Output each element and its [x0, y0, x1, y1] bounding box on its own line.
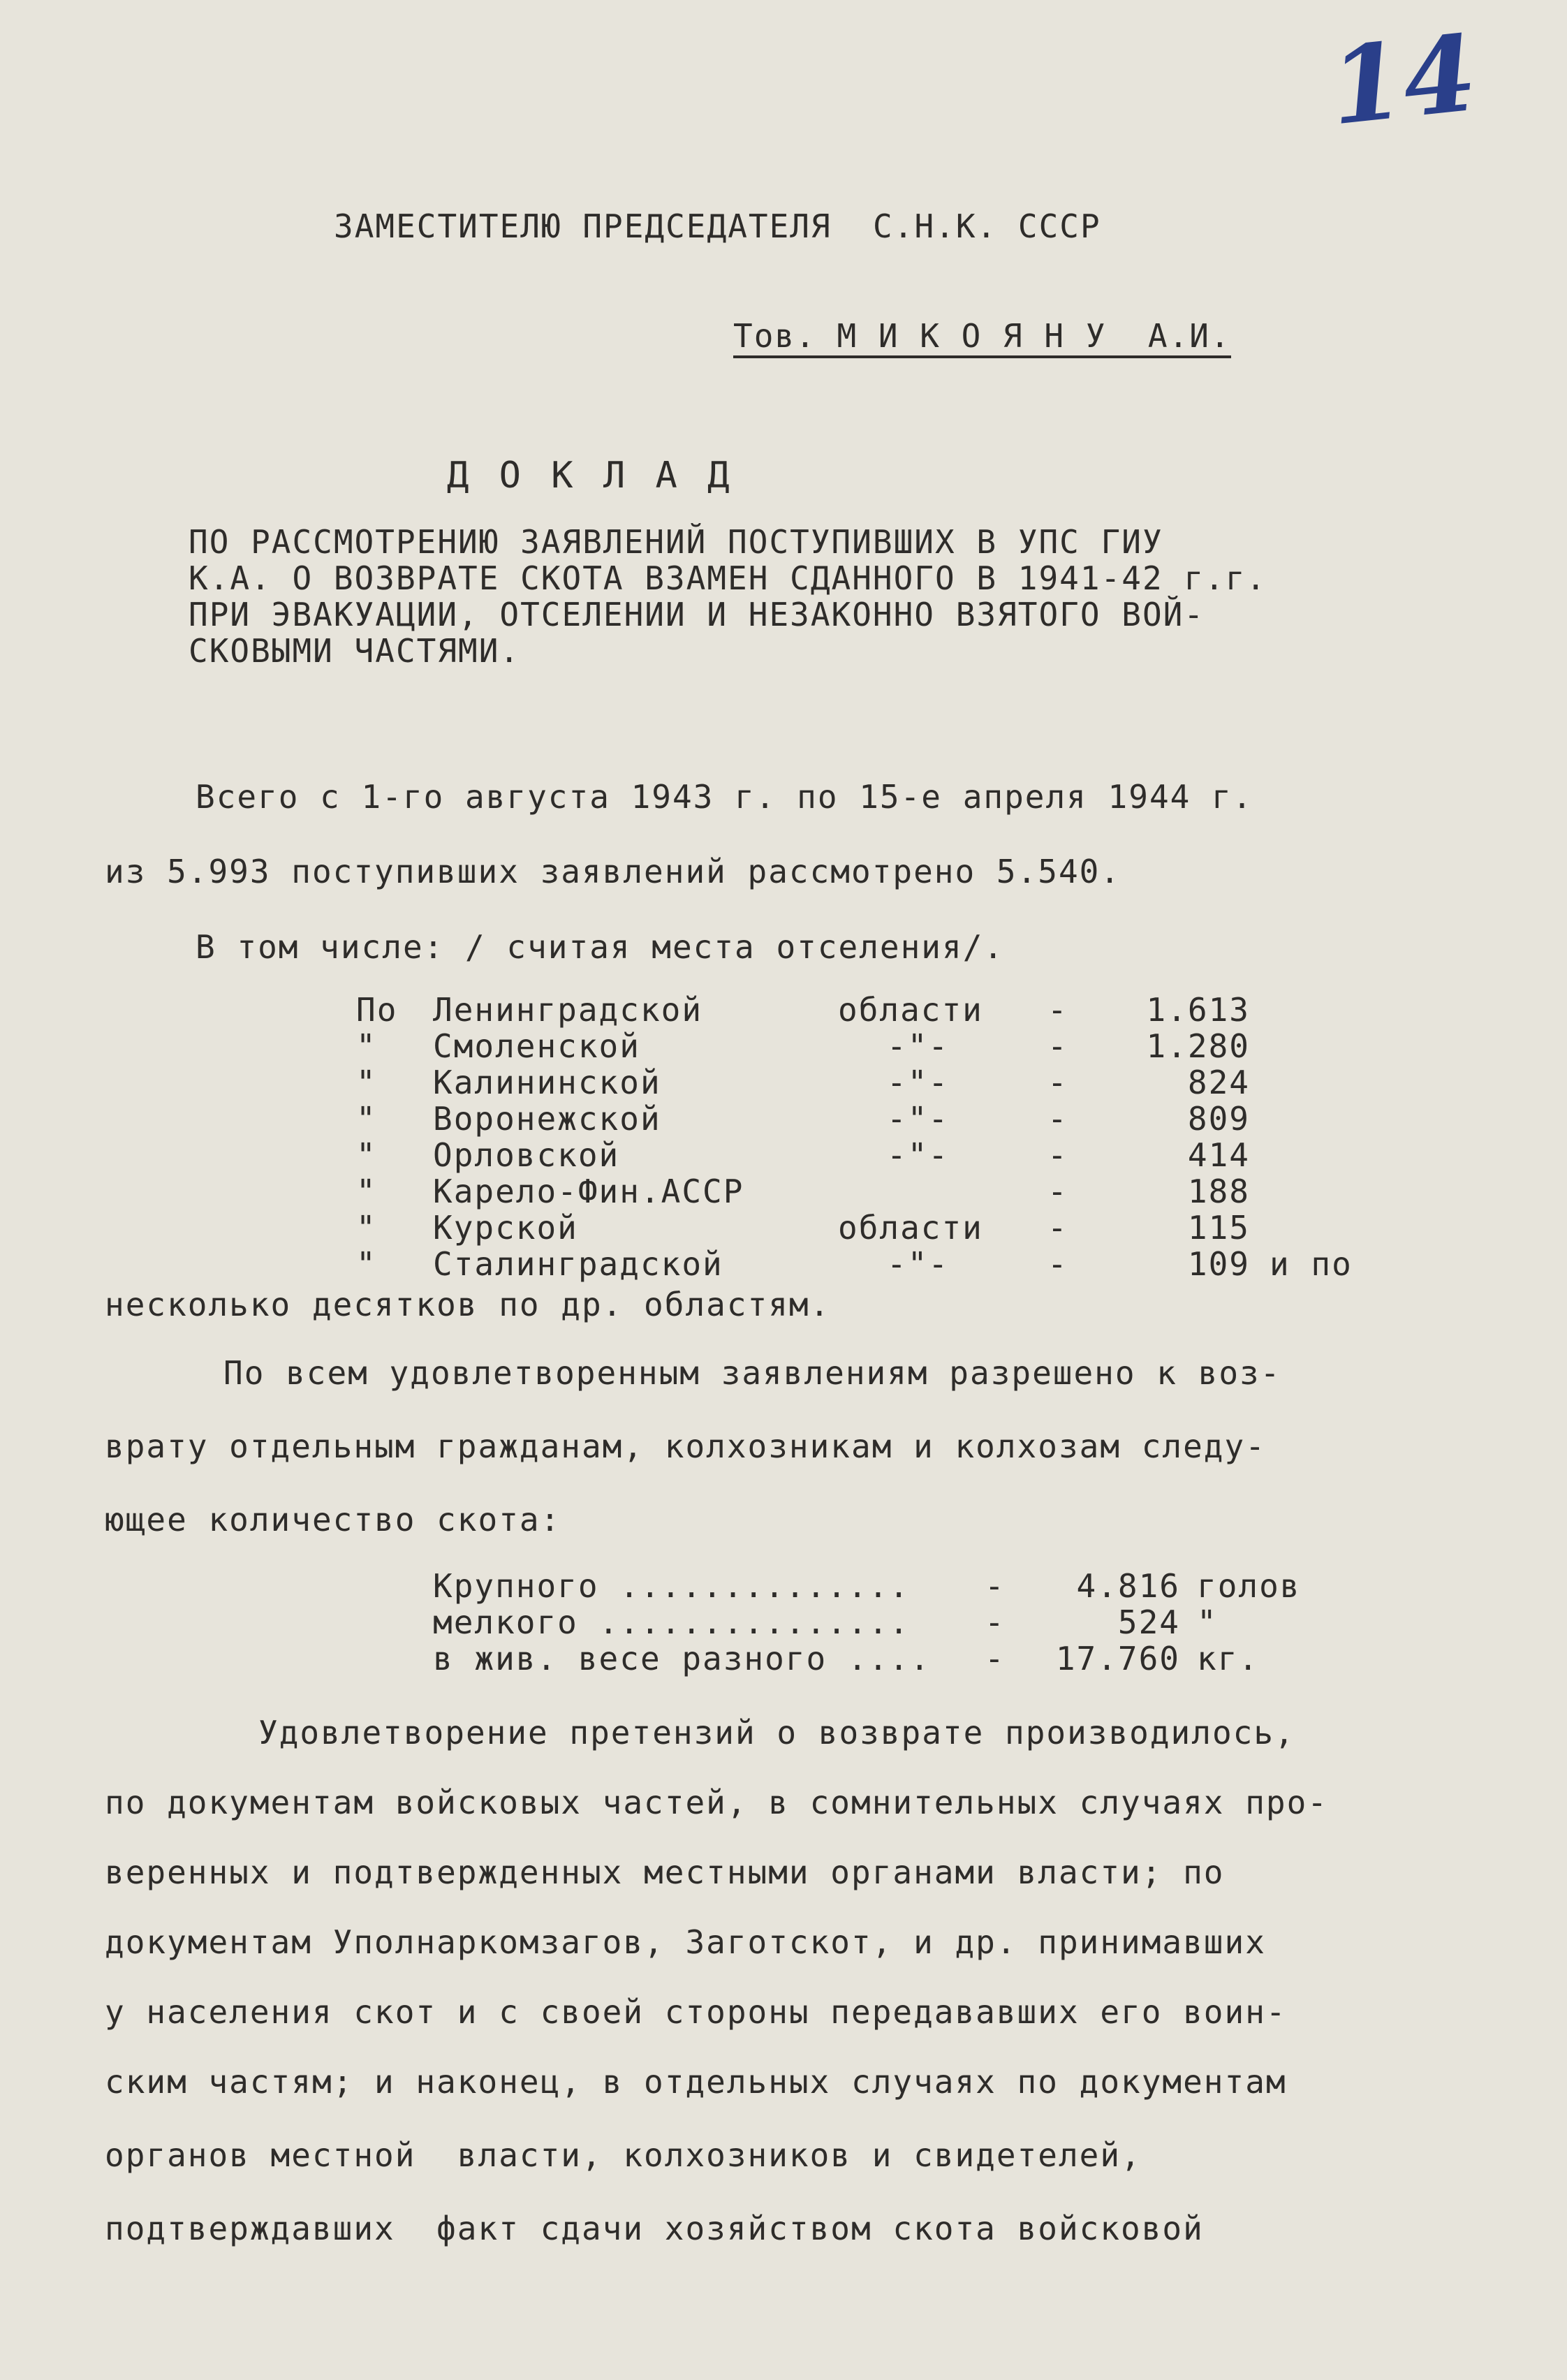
region-dash: - [1047, 1027, 1068, 1065]
region-suffix [1250, 1028, 1360, 1064]
region-type: -"- [887, 1245, 950, 1283]
livestock-unit: голов [1197, 1567, 1301, 1605]
region-name: Ленинградской [433, 991, 703, 1029]
region-name: Смоленской [433, 1027, 640, 1065]
region-value: 824 [1187, 1064, 1250, 1101]
para1-line-2: из 5.993 поступивших заявлений рассмотрено 5.540. [105, 853, 1121, 890]
region-value: 115 [1187, 1209, 1250, 1247]
para2-line-2: врату отдельным гражданам, колхозникам и колхозам следу- [105, 1427, 1266, 1465]
region-name: Сталинградской [433, 1245, 723, 1283]
region-value: 809 [1187, 1100, 1250, 1138]
region-row [356, 1064, 1360, 1101]
subtitle-line-4: СКОВЫМИ ЧАСТЯМИ. [189, 632, 521, 670]
region-type: -"- [887, 1136, 950, 1174]
region-name: Орловской [433, 1136, 620, 1174]
region-name: Карело-Фин.АССР [433, 1173, 744, 1210]
para2-line-3: ющее количество скота: [105, 1501, 561, 1538]
para1-line-3: В том числе: / считая места отселения/. [196, 928, 1005, 966]
region-dash: - [1047, 1136, 1068, 1174]
region-name: Калининской [433, 1064, 661, 1101]
region-type: -"- [887, 1100, 950, 1138]
region-table [356, 992, 1360, 1282]
livestock-unit: " [1197, 1603, 1218, 1641]
livestock-row [433, 1568, 1337, 1604]
region-prefix: " [356, 1100, 377, 1138]
regions-tail: несколько десятков по др. областям. [105, 1286, 831, 1323]
region-dash: - [1047, 1064, 1068, 1101]
region-suffix: и по [1270, 1245, 1353, 1283]
region-type: -"- [887, 1064, 950, 1101]
region-value: 188 [1187, 1173, 1250, 1210]
region-dash: - [1047, 1245, 1068, 1283]
livestock-dash: - [985, 1640, 1006, 1677]
region-prefix: " [356, 1136, 377, 1174]
region-type: -"- [887, 1027, 950, 1065]
region-suffix [1250, 992, 1360, 1028]
handwritten-page-number: 14 [1324, 11, 1483, 149]
para3-line-2: по документам войсковых частей, в сомнительных случаях про- [105, 1784, 1328, 1821]
region-type: области [838, 1209, 983, 1247]
region-name: Курской [433, 1209, 578, 1247]
para3-line-8: подтверждавших факт сдачи хозяйством скота войсковой [105, 2210, 1204, 2247]
livestock-value: 524 [1117, 1603, 1180, 1641]
para2-line-1: По всем удовлетворенным заявлениям разрешено к воз- [223, 1354, 1281, 1392]
region-suffix [1250, 1210, 1360, 1246]
addressee-line-2: Тов. М И К О Я Н У А.И. [733, 318, 1231, 358]
region-suffix [1250, 1101, 1360, 1137]
region-prefix: По [356, 991, 398, 1029]
region-dash: - [1047, 1209, 1068, 1247]
region-dash: - [1047, 1100, 1068, 1138]
report-title: Д О К Л А Д [447, 455, 734, 497]
region-suffix [1250, 1137, 1360, 1173]
region-row [356, 1173, 1360, 1210]
livestock-dash: - [985, 1567, 1006, 1605]
para3-line-5: у населения скот и с своей стороны передававших его воин- [105, 1993, 1287, 2031]
para3-line-3: веренных и подтвержденных местными органами власти; по [105, 1853, 1225, 1891]
subtitle-line-1: ПО РАССМОТРЕНИЮ ЗАЯВЛЕНИЙ ПОСТУПИВШИХ В УПС ГИУ [189, 523, 1163, 561]
region-value: 109 [1187, 1245, 1250, 1283]
para3-line-6: ским частям; и наконец, в отдельных случаях по документам [105, 2063, 1287, 2101]
region-row [356, 1210, 1360, 1246]
region-row [356, 1137, 1360, 1173]
livestock-label: мелкого ............... [433, 1603, 910, 1641]
region-suffix [1250, 1173, 1360, 1210]
livestock-value: 4.816 [1076, 1567, 1180, 1605]
region-dash: - [1047, 1173, 1068, 1210]
region-row [356, 1101, 1360, 1137]
livestock-label: Крупного .............. [433, 1567, 910, 1605]
region-type: области [838, 991, 983, 1029]
region-prefix: " [356, 1173, 377, 1210]
livestock-row [433, 1640, 1337, 1677]
region-row [356, 1028, 1360, 1064]
livestock-unit: кг. [1197, 1640, 1260, 1677]
para1-line-1: Всего с 1-го августа 1943 г. по 15-е апреля 1944 г. [196, 778, 1253, 816]
region-suffix [1250, 1064, 1360, 1101]
livestock-value: 17.760 [1055, 1640, 1180, 1677]
para3-line-1: Удовлетворение претензий о возврате производилось, [258, 1714, 1295, 1751]
region-row [356, 1246, 1360, 1282]
para3-line-7: органов местной власти, колхозников и свидетелей, [105, 2136, 1142, 2174]
region-value: 1.280 [1146, 1027, 1250, 1065]
region-value: 1.613 [1146, 991, 1250, 1029]
livestock-label: в жив. весе разного .... [433, 1640, 931, 1677]
region-prefix: " [356, 1064, 377, 1101]
subtitle-line-2: К.А. О ВОЗВРАТЕ СКОТА ВЗАМЕН СДАННОГО В 1941-42 г.г. [189, 559, 1267, 597]
region-prefix: " [356, 1245, 377, 1283]
subtitle-line-3: ПРИ ЭВАКУАЦИИ, ОТСЕЛЕНИИ И НЕЗАКОННО ВЗЯТОГО ВОЙ- [189, 596, 1205, 633]
livestock-row [433, 1604, 1337, 1640]
region-row [356, 992, 1360, 1028]
region-name: Воронежской [433, 1100, 661, 1138]
region-value: 414 [1187, 1136, 1250, 1174]
livestock-table [433, 1568, 1337, 1677]
region-prefix: " [356, 1209, 377, 1247]
addressee-line-1: ЗАМЕСТИТЕЛЮ ПРЕДСЕДАТЕЛЯ С.Н.К. СССР [334, 207, 1101, 245]
livestock-dash: - [985, 1603, 1006, 1641]
region-prefix: " [356, 1027, 377, 1065]
region-type [838, 1173, 1047, 1210]
region-dash: - [1047, 991, 1068, 1029]
para3-line-4: документам Уполнаркомзагов, Заготскот, и др. принимавших [105, 1923, 1266, 1961]
